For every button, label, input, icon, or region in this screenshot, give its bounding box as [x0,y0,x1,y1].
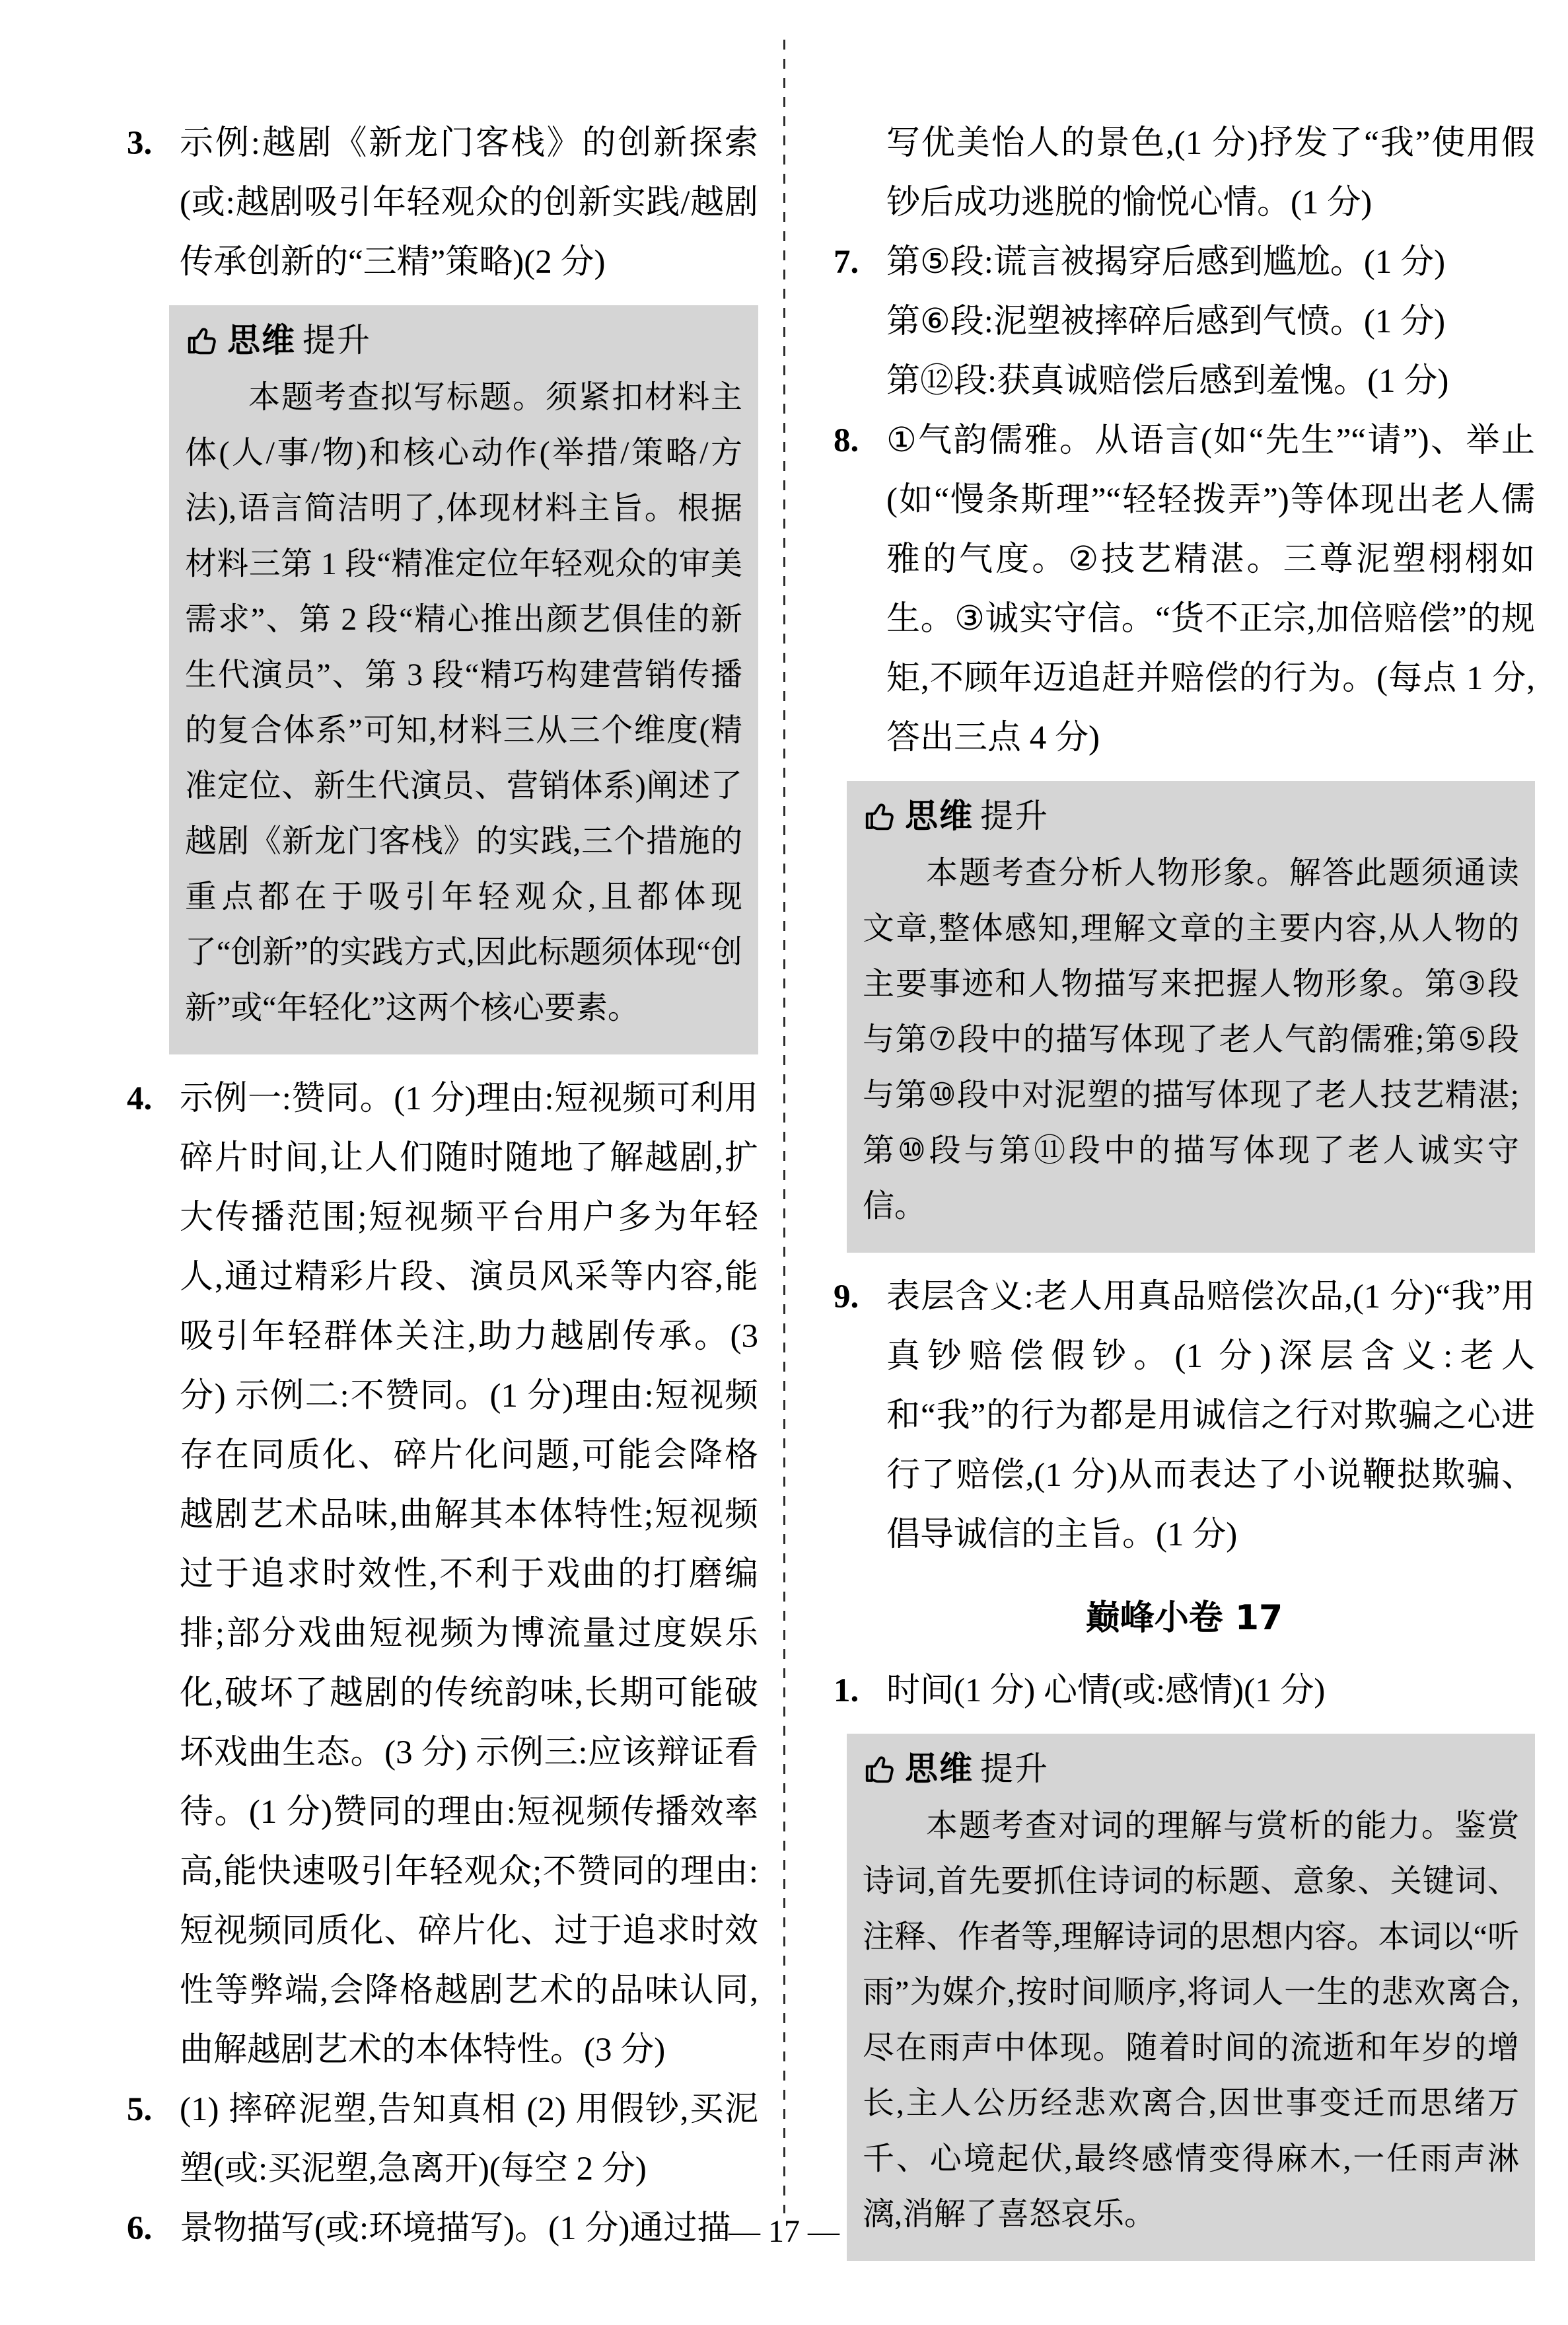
tip-text: 本题考查分析人物形象。解答此题须通读文章,整体感知,理解文章的主要内容,从人物的主要事迹和人物描写来把握人物形象。第③段与第⑦段中的描写体现了老人气韵儒雅;第⑤段与第⑩段中对泥塑的描写体现了老人技艺精湛;第⑩段与第⑪段中的描写体现了老人诚实守信。 [863,856,1519,1224]
tip-text: 本题考查拟写标题。须紧扣材料主体(人/事/物)和核心动作(举措/策略/方法),语言简洁明了,体现材料主旨。根据材料三第 1 段“精准定位年轻观众的审美需求”、第 2 段“精心推出颜艺俱佳的新生代演员”、第 3 段“精巧构建营销传播的复合体系”可知,材料三从三个维度(精准定位、新生代演员、营销体系)阐述了越剧《新龙门客栈》的实践,三个措施的重点都在于吸引年轻观众,且都体现了“创新”的实践方式,因此标题须体现“创新”或“年轻化”这两个核心要素。 [185,380,742,1025]
answer-item-8 [834,411,1535,768]
answer-item-1 [834,1661,1535,1720]
thumbs-up-icon [863,1751,898,1787]
item-number: 3. [127,125,153,162]
tip-box-3 [847,1734,1535,2261]
answer-text: 示例一:赞同。(1 分)理由:短视频可利用碎片时间,让人们随时随地了解越剧,扩大传播范围;短视频平台用户多为年轻人,通过精彩片段、演员风采等内容,能吸引年轻群体关注,助力越剧传承。(3 分) 示例二:不赞同。(1 分)理由:短视频存在同质化、碎片化问题,可能会降格越剧艺术品味,曲解其本体特性;短视频过于追求时效性,不利于戏曲的打磨编排;部分戏曲短视频为博流量过度娱乐化,破坏了越剧的传统韵味,长期可能破坏戏曲生态。(3 分) 示例三:应该辩证看待。(1 分)赞同的理由:短视频传播效率高,能快速吸引年轻观众;不赞同的理由:短视频同质化、碎片化、过于追求时效性等弊端,会降格越剧艺术的品味认同,曲解越剧艺术的本体特性。(3 分) [180,1080,758,2069]
tip-box-2 [847,781,1535,1253]
tip-header [185,317,742,363]
item-number: 1. [834,1672,859,1709]
right-column [834,114,1535,2275]
answer-item-9 [834,1267,1535,1565]
column-divider [783,40,785,2213]
answer-item-4 [127,1069,758,2080]
item-number: 5. [127,2091,153,2128]
answer-text: 表层含义:老人用真品赔偿次品,(1 分)“我”用真钞赔偿假钞。(1 分)深层含义:老人和“我”的行为都是用诚信之行对欺骗之心进行了赔偿,(1 分)从而表达了小说鞭挞欺骗、倡导诚信的主旨。(1 分) [886,1278,1535,1553]
answer-text: (1) 摔碎泥塑,告知真相 (2) 用假钞,买泥塑(或:买泥塑,急离开)(每空 2 分) [180,2091,758,2188]
answer-line: 第⑥段:泥塑被摔碎后感到气愤。(1 分) [886,303,1446,340]
answer-text: 写优美怡人的景色,(1 分)抒发了“我”使用假钞后成功逃脱的愉悦心情。(1 分) [886,125,1535,221]
answer-text: 示例:越剧《新龙门客栈》的创新探索(或:越剧吸引年轻观众的创新实践/越剧传承创新的“三精”策略)(2 分) [180,125,758,281]
tip-box-1 [169,305,758,1054]
tip-title-suffix: 提升 [303,321,371,359]
tip-title-suffix: 提升 [980,797,1049,835]
answer-item-7 [834,233,1535,411]
answer-item-3 [127,114,758,292]
item-number: 6. [127,2210,153,2247]
answer-line: 第⑤段:谎言被揭穿后感到尴尬。(1 分) [886,244,1446,281]
tip-title-suffix: 提升 [980,1750,1049,1788]
tip-text: 本题考查对词的理解与赏析的能力。鉴赏诗词,首先要抓住诗词的标题、意象、关键词、注释、作者等,理解诗词的思想内容。本词以“听雨”为媒介,按时间顺序,将词人一生的悲欢离合,尽在雨声中体现。随着时间的流逝和年岁的增长,主人公历经悲欢离合,因世事变迁而思绪万千、心境起伏,最终感情变得麻木,一任雨声淋漓,消解了喜怒哀乐。 [863,1808,1519,2232]
answer-item-6-continuation [834,114,1535,233]
left-column [127,114,758,2258]
item-number: 4. [127,1080,153,1117]
item-number: 7. [834,244,859,281]
tip-title: 思维 [905,797,974,835]
tip-title: 思维 [905,1750,974,1788]
page-number: — 17 — [729,2214,839,2249]
item-number: 8. [834,422,859,459]
section-title: 巅峰小卷 17 [1085,1598,1283,1638]
tip-header [863,1746,1519,1792]
tip-title: 思维 [227,321,296,359]
answer-item-5 [127,2080,758,2199]
answer-text: ①气韵儒雅。从语言(如“先生”“请”)、举止(如“慢条斯理”“轻轻拨弄”)等体现出老人儒雅的气度。②技艺精湛。三尊泥塑栩栩如生。③诚实守信。“货不正宗,加倍赔偿”的规矩,不顾年迈追赶并赔偿的行为。(每点 1 分,答出三点 4 分) [886,422,1535,757]
thumbs-up-icon [863,798,898,834]
answer-text: 景物描写(或:环境描写)。(1 分)通过描 [180,2210,731,2247]
thumbs-up-icon [185,322,221,358]
answer-line: 第⑫段:获真诚赔偿后感到羞愧。(1 分) [886,363,1449,400]
answer-text: 时间(1 分) 心情(或:感情)(1 分) [886,1672,1326,1709]
item-number: 9. [834,1278,859,1315]
tip-header [863,793,1519,839]
